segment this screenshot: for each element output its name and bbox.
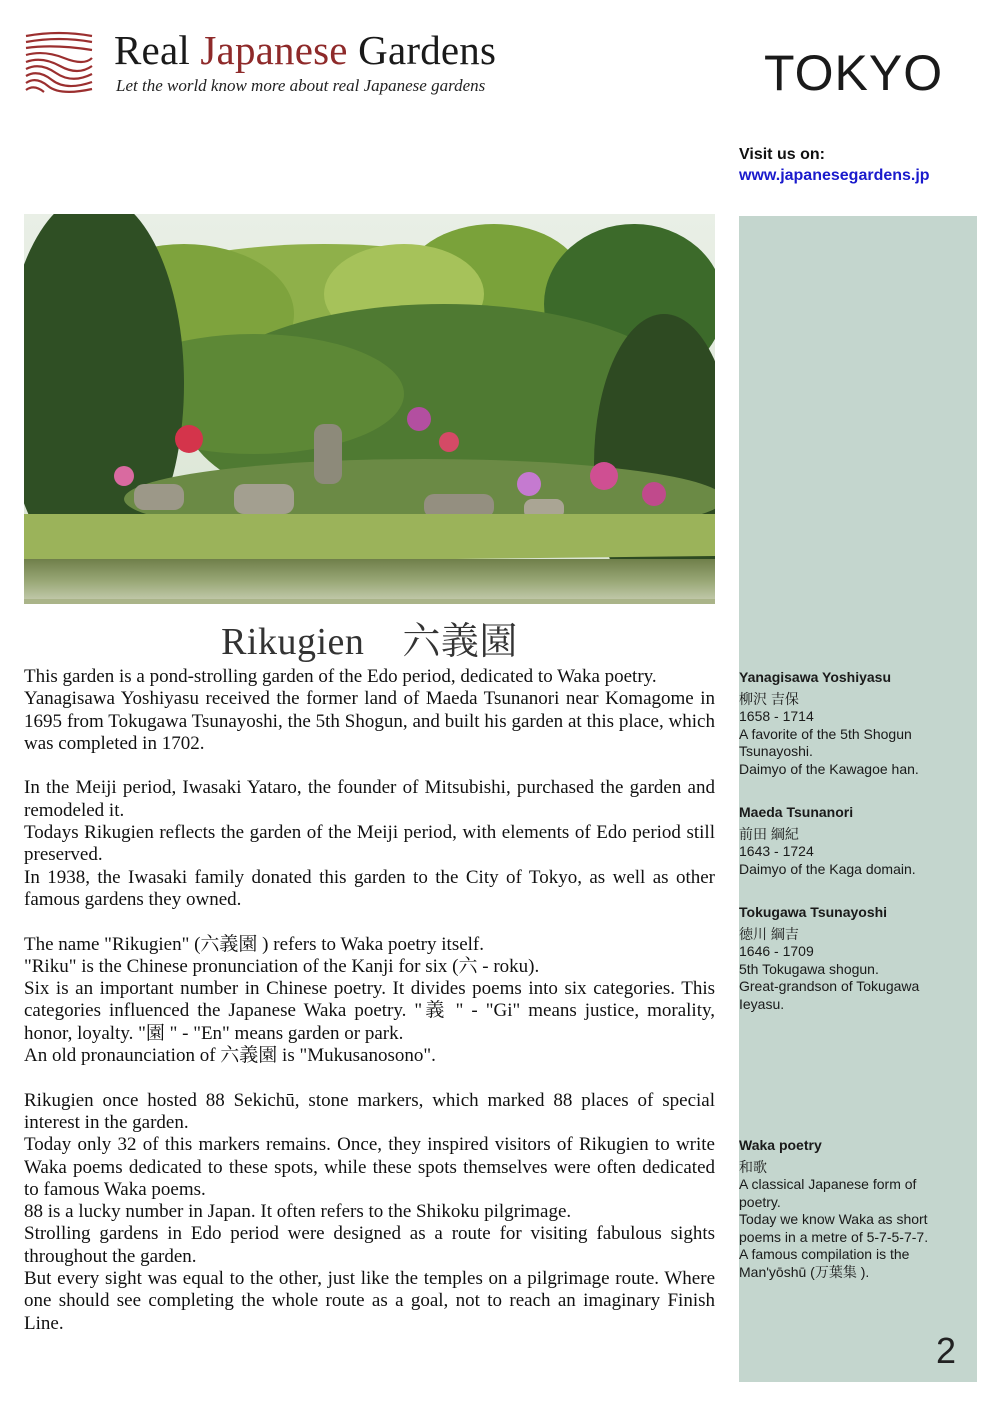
note-line: Daimyo of the Kaga domain. bbox=[739, 860, 916, 877]
page-number: 2 bbox=[936, 1330, 957, 1371]
brand-tagline: Let the world know more about real Japanese gardens bbox=[116, 76, 486, 95]
text-line: 88 is a lucky number in Japan. It often refers to the Shikoku pilgrimage. bbox=[24, 1201, 572, 1223]
text-line: Today only 32 of this markers remains. Once, they inspired visitors of Rikugien to write Waka poems dedicated to these spots, while these spots themselves were often dedicated to famous Waka poems. bbox=[24, 1134, 715, 1200]
note-line: 1658 - 1714 bbox=[739, 708, 814, 724]
garden-name: Rikugien bbox=[221, 621, 365, 663]
note-line: Today we know Waka as short poems in a metre of 5-7-5-7-7. bbox=[739, 1211, 929, 1245]
note-line: Great-grandson of Tokugawa Ieyasu. bbox=[739, 978, 920, 1012]
visit-label: Visit us on: bbox=[739, 146, 825, 163]
brand-title bbox=[114, 26, 496, 74]
brand-accent: Japanese bbox=[200, 27, 348, 73]
note-line: A famous compilation is the Man'yōshū (万葉集 ). bbox=[739, 1246, 910, 1280]
logo-waves-icon bbox=[24, 28, 94, 94]
paragraph bbox=[24, 934, 715, 1068]
brand-suffix: Gardens bbox=[347, 27, 497, 73]
note-title: Tokugawa Tsunayoshi bbox=[739, 904, 888, 920]
note-line: A favorite of the 5th Shogun Tsunayoshi. bbox=[739, 725, 912, 759]
city-title: TOKYO bbox=[764, 45, 944, 101]
text-line: An old pronaunciation of 六義園 is "Mukusanosono". bbox=[24, 1045, 436, 1067]
note-title: Maeda Tsunanori bbox=[739, 804, 854, 820]
note-title: Waka poetry bbox=[739, 1137, 822, 1153]
text-line: But every sight was equal to the other, just like the temples on a pilgrimage route. Where one should see completing the whole route as a goal, not to reach an imaginary Finish Line. bbox=[24, 1268, 715, 1334]
sidebar-note bbox=[739, 1137, 939, 1281]
text-line: Six is an important number in Chinese poetry. It divides poems into six categories. This categories influenced the Japanese Waka poetry. "義 " - "Gi" means justice, morality, honor, loyalty. "園 " - "En" means garden or park. bbox=[24, 978, 715, 1044]
note-line: 前田 綱紀 bbox=[739, 825, 799, 842]
note-line: 徳川 綱吉 bbox=[739, 925, 799, 942]
text-line: The name "Rikugien" (六義園 ) refers to Waka poetry itself. bbox=[24, 933, 484, 955]
text-line: Rikugien once hosted 88 Sekichū, stone markers, which marked 88 places of special interest in the garden. bbox=[24, 1089, 715, 1133]
note-line: 和歌 bbox=[739, 1158, 767, 1175]
sidebar-note bbox=[739, 669, 939, 778]
website-link[interactable]: www.japanesegardens.jp bbox=[739, 167, 930, 184]
garden-photo bbox=[24, 214, 715, 604]
article-body bbox=[24, 666, 715, 1357]
brand-prefix: Real bbox=[114, 27, 201, 73]
note-line: 1643 - 1724 bbox=[739, 843, 814, 859]
note-line: 1646 - 1709 bbox=[739, 943, 814, 959]
garden-title bbox=[24, 610, 715, 665]
sidebar-note bbox=[739, 804, 939, 878]
text-line: Todays Rikugien reflects the garden of the Meiji period, with elements of Edo period still preserved. bbox=[24, 822, 715, 866]
paragraph bbox=[24, 1090, 715, 1335]
text-line: Strolling gardens in Edo period were designed as a route for visiting fabulous sights throughout the garden. bbox=[24, 1223, 715, 1267]
garden-name-jp: 六義園 bbox=[402, 621, 518, 663]
paragraph bbox=[24, 666, 715, 755]
note-line: 柳沢 吉保 bbox=[739, 690, 799, 707]
sidebar-note bbox=[739, 904, 939, 1013]
note-line: Daimyo of the Kawagoe han. bbox=[739, 760, 919, 777]
note-line: 5th Tokugawa shogun. bbox=[739, 960, 879, 977]
site-logo[interactable] bbox=[24, 26, 544, 100]
text-line: "Riku" is the Chinese pronunciation of the Kanji for six (六 - roku). bbox=[24, 955, 540, 977]
text-line: In the Meiji period, Iwasaki Yataro, the founder of Mitsubishi, purchased the garden and remodeled it. bbox=[24, 777, 715, 821]
paragraph bbox=[24, 777, 715, 911]
note-title: Yanagisawa Yoshiyasu bbox=[739, 669, 892, 685]
text-line: This garden is a pond-strolling garden of the Edo period, dedicated to Waka poetry. bbox=[24, 666, 657, 687]
note-line: A classical Japanese form of poetry. bbox=[739, 1176, 917, 1210]
text-line: In 1938, the Iwasaki family donated this garden to the City of Tokyo, as well as other famous gardens they owned. bbox=[24, 866, 715, 910]
text-line: Yanagisawa Yoshiyasu received the former land of Maeda Tsunanori near Komagome in 1695 from Tokugawa Tsunayoshi, the 5th Shogun, and built his garden at this place, which was completed in 1702. bbox=[24, 688, 715, 754]
